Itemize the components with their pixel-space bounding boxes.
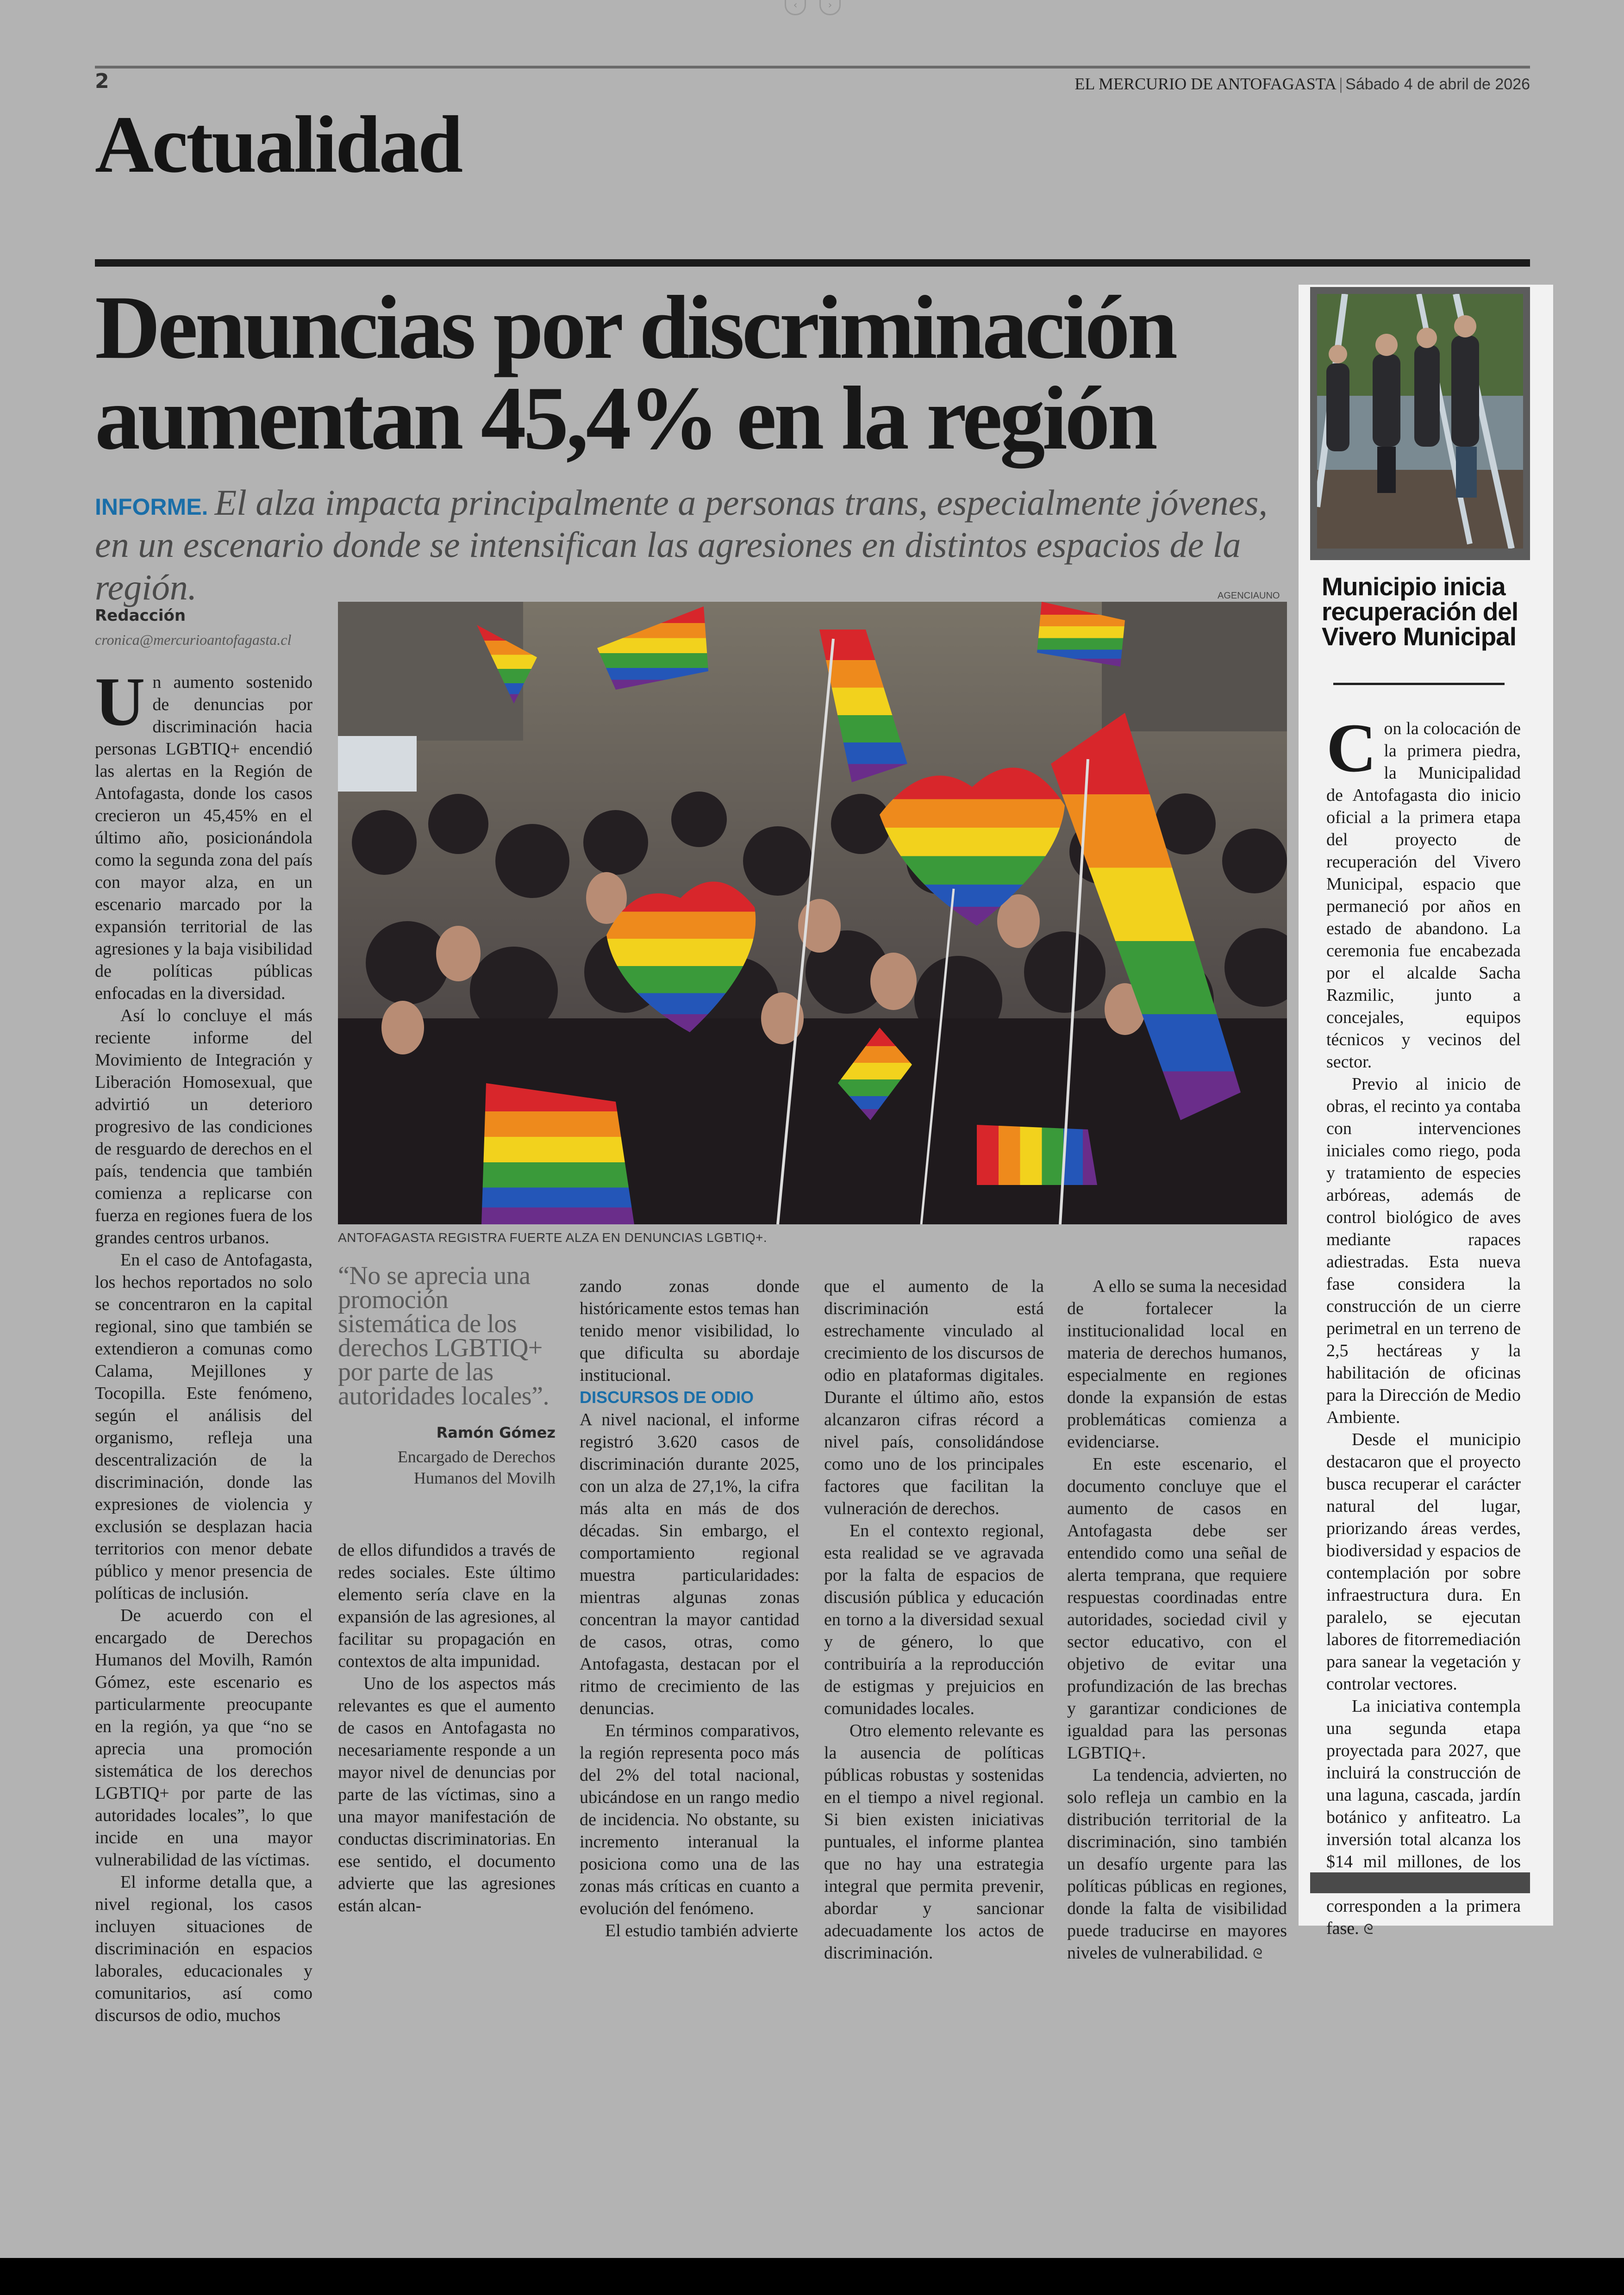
author-email: cronica@mercurioantofagasta.cl (95, 631, 292, 648)
article-paragraph: En este escenario, el documento concluye que el aumento de casos en Antofagasta debe ser entendido como una señal de alerta temprana, que requiere respuestas coordinadas entre autoridades, sociedad civil y sector educativo, con el objetivo de evitar una profundización de las brechas y garantizar condiciones de igualdad para las personas LGBTIQ+. (1067, 1454, 1287, 1763)
article-paragraph: El estudio también advierte (605, 1921, 798, 1940)
sidebar-end-icon: ᘓ (1363, 1921, 1374, 1938)
drop-cap: U (95, 663, 145, 740)
article-paragraph: Un aumento sostenido de denuncias por discriminación hacia personas LGBTIQ+ encendió las alertas en la Región de Antofagasta, donde los casos crecieron un 45,45% en el último año, posicionándola como la segunda zona del país con mayor alza, en un escenario marcado por la expansión territorial de las agresiones y la baja visibilidad de políticas públicas enfocadas en la diversidad. (95, 663, 312, 1003)
headline-line-1: Denuncias por discriminación (95, 277, 1175, 378)
photo-credit: AGENCIAUNO (1218, 591, 1280, 601)
masthead-separator: | (1339, 75, 1343, 93)
article-paragraph: Otro elemento relevante es la ausencia de políticas públicas robustas y sostenidas en el tiempo a nivel regional. Si bien existen iniciativas puntuales, el informe plantea que no hay una estrategia integral que permita prevenir, abordar y sancionar adecuadamente los actos de discriminación. (824, 1721, 1044, 1963)
article-paragraph: En términos comparativos, la región representa poco más del 2% del total nacional, ubicándose en un rango medio de incidencia. No obstante, su incremento interanual la posiciona como una de las zonas más críticas en cuanto a evolución del fenómeno. (580, 1721, 800, 1918)
newspaper-name: EL MERCURIO DE ANTOFAGASTA (1074, 75, 1337, 93)
article-paragraph: En el contexto regional, esta realidad se ve agravada por la falta de espacios de discusión pública y educación en torno a la diversidad sexual y de género, lo que contribuiría a la reproducción de estigmas y prejuicios en comunidades locales. (824, 1521, 1044, 1718)
headline-line-2: aumentan 45,4% en la región (95, 368, 1155, 468)
article-deck (95, 481, 1308, 608)
article-paragraph: De acuerdo con el encargado de Derechos Humanos del Movilh, Ramón Gómez, este escenario es particularmente preocupante en la región, ya que “no se aprecia una promoción sistemática de los derechos LGBTIQ+ por parte de las autoridades locales”, lo que incide en una mayor vulnerabilidad de las víctimas. (95, 1606, 312, 1870)
sidebar-rule (1333, 683, 1505, 685)
page-number: 2 (95, 69, 109, 93)
article-paragraph: El informe detalla que, a nivel regional, los casos incluyen situaciones de discriminación en espacios laborales, educacionales y comunitarios, así como discursos de odio, muchos (95, 1872, 312, 2025)
pull-quote (338, 1261, 556, 1489)
article-headline (95, 277, 1308, 468)
sidebar-drop-cap: C (1326, 710, 1377, 786)
pull-quote-author: Ramón Gómez (436, 1424, 556, 1441)
article-paragraph: Uno de los aspectos más relevantes es que el aumento de casos en Antofagasta no necesariamente responde a un mayor nivel de denuncias por parte de las víctimas, sino a una mayor manifestación de conductas discriminatorias. En ese sentido, el documento advierte que las agresiones están alcan- (338, 1674, 556, 1915)
article-paragraph: A nivel nacional, el informe registró 3.620 casos de discriminación durante 2025, con un alza de 27,1%, la cifra más alta en más de dos décadas. Sin embargo, el comportamiento regional muestra particularidades: mientras algunas zonas concentran la mayor cantidad de casos, otras, como Antofagasta, destacan por el ritmo de crecimiento de las denuncias. (580, 1410, 800, 1718)
next-page-button[interactable]: › (819, 0, 841, 15)
sidebar-paragraph: Previo al inicio de obras, el recinto ya contaba con intervenciones iniciales como riego, poda y tratamiento de especies arbóreas, además de control biológico de aves mediante rapaces adiestradas. Esta nueva fase considera la construcción de un cierre perimetral en un terreno de 2,5 hectáreas y la habilitación de oficinas para la Dirección de Medio Ambiente. (1326, 1074, 1521, 1427)
deck-text: El alza impacta principalmente a personas trans, especialmente jóvenes, en un escenario donde se intensifican las agresiones en distintos espacios de la región. (95, 482, 1268, 607)
section-title: Actualidad (95, 100, 462, 190)
sidebar-paragraph: Desde el municipio destacaron que el proyecto busca recuperar el carácter natural del lugar, priorizando áreas verdes, biodiversidad y espacios de contemplación por sobre infraestructura dura. En paralelo, se ejecutan labores de fitorremediación para sanear la vegetación y controlar vectores. (1326, 1430, 1521, 1694)
deck-kicker: INFORME. (95, 494, 208, 520)
article-paragraph: que el aumento de la discriminación está estrechamente vinculado al crecimiento de los discursos de odio en plataformas digitales. Durante el último año, estos alcanzaron cifras récord a nivel país, consolidándose como uno de los principales factores que facilitan la vulneración de derechos. (824, 1277, 1044, 1518)
sidebar-headline: Municipio inicia recuperación del Vivero Municipal (1322, 572, 1518, 651)
sidebar-footer-bar (1310, 1872, 1530, 1893)
photo-caption: ANTOFAGASTA REGISTRA FUERTE ALZA EN DENUNCIAS LGBTIQ+. (338, 1230, 768, 1245)
prev-page-button[interactable]: ‹ (785, 0, 806, 15)
article-paragraph: zando zonas donde históricamente estos temas han tenido menor visibilidad, lo que dificulta su abordaje institucional. (580, 1277, 800, 1385)
article-column-4 (824, 1275, 1044, 1964)
article-paragraph: de ellos difundidos a través de redes sociales. Este último elemento sería clave en la expansión de las agresiones, al facilitar su propagación en contextos de alta impunidad. (338, 1540, 556, 1671)
groundbreaking-ceremony-image (1317, 294, 1523, 549)
article-column-2 (338, 1539, 556, 1917)
viewer-bottom-bar (0, 2258, 1624, 2295)
end-of-article-icon: ᘓ (1253, 1946, 1263, 1962)
sidebar-paragraph: La iniciativa contempla una segunda etapa proyectada para 2027, que incluirá la construcción de una laguna, cascada, jardín botánico y anfiteatro. La inversión total alcanza los $14 mil millones, de los corresponden a la primera fase. ᘓ (1326, 1696, 1521, 1938)
masthead (1074, 74, 1530, 94)
article-column-5 (1067, 1275, 1287, 1965)
article-column-1 (95, 663, 312, 2027)
header-rule (95, 66, 1530, 69)
pride-crowd-image (338, 602, 1287, 1224)
section-rule (95, 259, 1530, 267)
issue-date: Sábado 4 de abril de 2026 (1345, 75, 1530, 93)
article-paragraph: En el caso de Antofagasta, los hechos reportados no solo se concentraron en la capital regional, sino que también se extendieron a comunas como Calama, Mejillones y Tocopilla. Este fenómeno, según el análisis del organismo, refleja una descentralización de la discriminación, donde las expresiones de violencia y exclusión se desplazan hacia territorios con menor debate público y menor presencia de políticas de inclusión. (95, 1250, 312, 1603)
pull-quote-text: “No se aprecia una promoción sistemática de los derechos LGBTIQ+ por parte de las autoridades locales”. (338, 1261, 549, 1410)
author-name: Redacción (95, 606, 186, 625)
sidebar-column (1326, 710, 1521, 1941)
sidebar-photo (1317, 294, 1523, 549)
byline (95, 606, 322, 649)
main-photo (338, 602, 1287, 1224)
sidebar-paragraph: Con la colocación de la primera piedra, la Municipalidad de Antofagasta dio inicio oficial a la primera etapa del proyecto de recuperación del Vivero Municipal, espacio que permaneció por años en estado de abandono. La ceremonia fue encabezada por el alcalde Sacha Razmilic, junto a concejales, equipos técnicos y vecinos del sector. (1326, 710, 1521, 1072)
article-paragraph: A ello se suma la necesidad de fortalecer la institucionalidad local en materia de derechos humanos, especialmente en regiones donde la expansión de estas problemáticas comienza a evidenciarse. (1067, 1277, 1287, 1452)
article-paragraph: Así lo concluye el más reciente informe del Movimiento de Integración y Liberación Homosexual, que advirtió un deterioro progresivo de las condiciones de resguardo de derechos en el país, tendencia que también comienza a replicarse con fuerza en regiones fuera de los grandes centros urbanos. (95, 1006, 312, 1247)
article-paragraph: La tendencia, advierten, no solo refleja un cambio en la distribución territorial de la discriminación, sino también un desafío urgente para las políticas públicas en regiones, donde la falta de visibilidad puede traducirse en mayores niveles de vulnerabilidad. ᘓ (1067, 1765, 1287, 1963)
pull-quote-role: Encargado de Derechos Humanos del Movilh (397, 1447, 556, 1487)
section-subhead: DISCURSOS DE ODIO (580, 1388, 754, 1407)
article-column-3 (580, 1275, 800, 1942)
